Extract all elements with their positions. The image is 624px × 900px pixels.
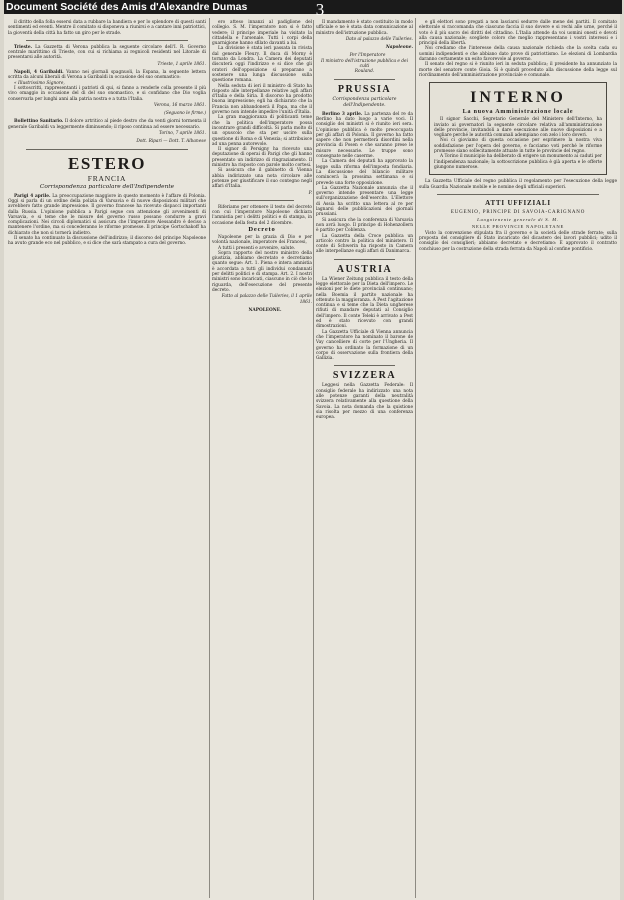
paragraph: Nella seduta di ieri il ministro di Stato ha risposto alle interpellanze relative agli affari d'Italia e della Siria. Il discorso ha prodotto buona impressione; egli ha dichiarato che la Francia non abbandonerà il Papa, ma che il governo non intende impedire l'unità d'Italia. bbox=[212, 83, 312, 116]
paragraph: La Gazzetta della Croce pubblica un articolo contro la politica del ministero. Il conte di Schwerin ha risposto in Camera alle interpellanze sugli affari di Danimarca. bbox=[316, 233, 413, 255]
paragraph: Riferiamo per ottenere il testo del decreto con cui l'imperatore Napoleone dichiara l'amnistia per i delitti politici e di stampa, in occasione della festa del 2 dicembre. bbox=[212, 204, 312, 226]
paragraph: Leggesi nella Gazzetta Federale: Il consiglio federale ha indirizzato una nota alle potenze garanti della neutralità svizzera relativamente alla questione della Savoia. La nota domanda che la quistione sia risolta per mezzo di una conferenza europea. bbox=[316, 383, 413, 421]
paragraph-text: La partenza del re da Berlino ha dato luogo a varie voci. Il consiglio dei ministri si è riunito ieri sera. L'opinione pubblica è molto preoccupata per gli affari di Polonia. Il governo ha fatto sapere che non permetterà disordini nella provincia di Posen e che saranno prese le misure necessarie. Le truppe sono consegnate nelle caserme. bbox=[316, 111, 413, 160]
paragraph: Visto la convenzione stipulata fra il governo e la società delle strade ferrate; sulla proposta del consigliere di Stato incaricato del dicastero dei lavori pubblici; udito il consiglio dei consiglieri; abbiamo decretato e decretiamo: È approvato il contratto conchiuso per la costruzione della strada ferrata da Napoli al confine pontificio. bbox=[419, 230, 617, 252]
paragraph: Il senato del regno si è riunito ieri in seduta pubblica; il presidente ha annunziato la morte del senatore conte Gioia. Si è quindi proceduto alla discussione della legge sul riordinamento dell'amministrazione provinciale e comunale. bbox=[419, 62, 617, 78]
paragraph: e gli elettori sono pregati a non lasciarsi sedurre dalle mene dei partiti. Il comitato elettorale si raccomanda che ciascuno faccia il suo dovere e si rechi alle urne, perché il voto è il più sacro dei diritti del cittadino. L'Italia attende da voi uomini onesti e devoti alla causa nazionale; scegliete coloro che meglio rappresentano i vostri interessi e i principii della libertà. bbox=[419, 20, 617, 47]
paragraph: La divisione è stata ieri passata in rivista dal generale Fleury. Il duca di Morny è tornato da Londra. La Camera dei deputati discuterà oggi l'indirizzo e si dice che gli oratori dell'opposizione si preparano a sostenere una lunga discussione sulla questione romana. bbox=[212, 46, 312, 84]
section-subheading: La nuova Amministrazione locale bbox=[462, 109, 574, 116]
site-title: Document Société des Amis d'Alexandre Dumas bbox=[6, 1, 248, 13]
column-divider bbox=[209, 18, 210, 898]
section-heading-svizzera: SVIZZERA bbox=[332, 370, 397, 382]
divider bbox=[26, 149, 188, 150]
paragraph: La Wiener Zeitung pubblica il testo della legge elettorale per la Dieta dell'impero. Le elezioni per le diete provinciali continuano; nella Boemia il partito nazionale ha ottenuto la maggioranza. A Pest l'agitazione continua e si teme che la Dieta ungherese rifiuti di mandare deputati al Consiglio dell'impero. Il conte Teleki è arrivato a Pest ed è stato ricevuto con grandi dimostrazioni. bbox=[316, 276, 413, 330]
paragraph: I sottoscritti, rappresentanti i patrioti di qui, si fanno a renderle colla presente il più vivo omaggio in occasione del di del suo onomastico, e si confidano che Dio voglia conservarla per lunghi anni alla patria nostra e a tutta l'Italia. bbox=[8, 85, 206, 102]
section-heading-atti: ATTI UFFIZIALI bbox=[485, 198, 551, 207]
paragraph: Napoleone per la grazia di Dio e per volontà nazionale, imperatore dei Francesi, bbox=[212, 234, 312, 246]
signature: Napoleone. bbox=[385, 45, 413, 51]
paragraph bbox=[8, 45, 206, 61]
paragraph: Sopra rapporto del nostro ministro della giustizia, abbiamo decretato e decretiamo quanto segue: Art. 1. Piena e intera amnistia è accordata a tutti gli individui condannati per delitti politici e di stampa. Art. 2. I nostri ministri sono incaricati, ciascuno in ciò che lo riguarda, dell'esecuzione del presente decreto. bbox=[212, 250, 312, 293]
decree-issuer: EUGENIO, PRINCIPE DI SAVOIA-CARIGNANO bbox=[450, 209, 586, 215]
decree-issuer-region: NELLE PROVINCIE NAPOLETANE bbox=[471, 223, 565, 229]
dateline: Verona, 16 marzo 1861. bbox=[154, 102, 206, 108]
countersignature: Per l'Imperatore Il ministro dell'istruzione pubblica e dei culti Rouland. bbox=[321, 53, 408, 75]
correspondence-heading: Corrispondenza particolare dell'Indipendente bbox=[39, 183, 175, 190]
column-4 bbox=[419, 20, 617, 252]
paragraph: Si assicura che il gabinetto di Vienna abbia indirizzato una nota circolare alle potenze per giustificare il suo contegno negli affari d'Italia. bbox=[212, 168, 312, 190]
signature-note: (Seguono le firme.) bbox=[164, 111, 206, 117]
decree-heading: Decreto bbox=[248, 225, 276, 233]
doctors-signature: Dott. Ripari — Dott. T. Albanese bbox=[136, 139, 206, 145]
dateline: Fatto al palazzo delle Tuileries, il 1 aprile 1861. bbox=[221, 294, 312, 305]
dateline: Torino, 7 aprile 1861. bbox=[158, 131, 206, 137]
paragraph bbox=[316, 112, 413, 160]
column-2 bbox=[212, 20, 312, 313]
section-heading-estero: ESTERO bbox=[68, 153, 146, 173]
paragraph: ero atteso innanzi al padiglione del collegio. S. M. l'imperatore non si è fatto vedere; il principe imperiale ha visitato la cittadella e l'arsenale. Tutti i corpi della guarnigione hanno sfilato davanti a lui. bbox=[212, 20, 312, 47]
column-3 bbox=[316, 20, 413, 421]
page-number: 3 bbox=[315, 0, 325, 19]
divider bbox=[334, 79, 395, 80]
paragraph: Il signor di Persigny ha ricevuto una deputazione di operai di Parigi che gli hanno presentato un indirizzo di ringraziamento. Il ministro ha risposto con parole molto cortesi. bbox=[212, 147, 312, 169]
divider bbox=[230, 200, 294, 201]
section-heading-francia: FRANCIA bbox=[87, 173, 127, 183]
decree-signature: NAPOLEONE. bbox=[248, 307, 282, 313]
decree-issuer-title: Luogotenente generale di S. M. bbox=[477, 216, 559, 222]
paragraph: La Gazzetta Ufficiale di Vienna annuncia che l'imperatore ha nominato il barone de Vay cancelliere di corte per l'Ungheria. Il governo ha ordinato la formazione di un corpo di osservazione sulla frontiera della Gallizia. bbox=[316, 329, 413, 362]
divider bbox=[334, 365, 395, 366]
paragraph: Il signor Sacchi, Segretario Generale del Ministero dell'Interno, ha inviato ai governatori la seguente circolare relativa all'amministrazione delle provincie, invitandoli a dare esecuzione alle nuove disposizioni e a vegliare perché le autorità comunali adempiano con zelo i loro doveri. bbox=[434, 117, 602, 139]
divider bbox=[334, 259, 395, 260]
signature: P. bbox=[308, 190, 312, 196]
paragraph: La gran maggioranza di politicanti teme che la politica dell'imperatore possa incontrare grandi difficoltà. Si parla molto di un opuscolo che sta per uscire sulla questione di Roma e di Venezia; si attribuisce ad una penna autorevole. bbox=[212, 115, 312, 147]
paragraph bbox=[8, 194, 206, 236]
paragraph: Noi crediamo che l'interesse della causa nazionale richieda che la scelta cada su uomini indipendenti e che abbiano dato prove di patriottismo. Le elezioni di Lombardia daranno certamente un esito favorevole al governo. bbox=[419, 46, 617, 63]
paragraph bbox=[8, 119, 206, 130]
column-1 bbox=[8, 20, 206, 247]
paragraph: Il mandamento è stato costituito in modo ufficiale e ne è stata data comunicazione al ministro dell'istruzione pubblica. bbox=[316, 20, 413, 36]
correspondence-heading: Corrispondenza particolare dell'Indipendente. bbox=[332, 96, 397, 108]
divider bbox=[26, 40, 188, 41]
paragraph: La Gazzetta Nazionale annunzia che il governo intende presentare una legge sull'organizzazione dell'esercito. L'Elettore di Assia ha scritto una lettera al re per lagnarsi delle pubblicazioni dei giornali prussiani. bbox=[316, 185, 413, 218]
paragraph: A Torino il municipio ha deliberato di erigere un monumento ai caduti per l'indipendenza nazionale; la sottoscrizione pubblica è già aperta e le offerte giungono numerose. bbox=[434, 154, 602, 170]
paragraph-title: Napoli, 4 Garibaldi. bbox=[14, 70, 64, 76]
column-divider bbox=[313, 20, 314, 900]
paragraph: La Gazzetta Ufficiale del regno pubblica il regolamento per l'esecuzione della legge sulla Guardia Nazionale mobile e le nomine degli ufficiali superiori. bbox=[419, 179, 617, 190]
paragraph bbox=[8, 70, 206, 81]
paragraph-title: Berlino 3 aprile. bbox=[322, 111, 363, 117]
paragraph: A tutti i presenti e avvenire, salute. bbox=[218, 245, 296, 251]
paragraph: Noi ci gioviamo di questa occasione per esprimere la nostra viva soddisfazione per l'opera del governo, e facciamo voti perché le riforme promesse siano sollecitamente attuate in tutte le provincie del regno. bbox=[434, 138, 602, 155]
section-heading-austria: AUSTRIA bbox=[336, 263, 393, 275]
divider bbox=[437, 194, 599, 195]
paragraph: il diritto della folla essersi data a rubbare la bandiera e per lo splendore di questi santi sentimenti ed eventi. Mentre il comitato si disponeva a riunirsi e a cantare inni patriottici, la gioventù della città ha fatto un giro per le strade. bbox=[8, 20, 206, 36]
paragraph-title: Trieste. bbox=[14, 44, 33, 50]
dateline: Trieste, 1 aprile 1861. bbox=[157, 61, 206, 67]
paragraph-title: Parigi 4 aprile. bbox=[14, 193, 51, 199]
section-heading-prussia: PRUSSIA bbox=[337, 83, 392, 95]
paragraph-text: Il dolore artritico al piede destro che da venti giorni tormenta il generale Garibaldi va leggermente diminuendo; il riposo continua ad essere necessario. bbox=[8, 119, 206, 130]
paragraph-title: Bollettino Sanitario. bbox=[14, 119, 64, 125]
paragraph-text: La preoccupazione maggiore in questo momento è l'affare di Polonia. Oggi si parla di un ordine della polizia di Varsavia e di nuove disposizioni militari che avrebbero fatto grande impressione. Il governo francese ha ricevuto dispacci importanti dalla Russia. L'opinione pubblica a Parigi segue con attenzione gli avvenimenti di Varsavia, e si teme che le misure del governo russo possano condurre a gravi complicazioni. Nei circoli diplomatici si assicura che l'imperatore Alessandro è deciso a mantenere l'ordine, ma si concederanno le riforme promesse. Il principe Gortschakoff ha dichiarato che non si tornerà indietro. bbox=[8, 193, 206, 236]
letter-salutation: « Illustrissimo Signore, bbox=[14, 80, 65, 86]
paragraph-text: Vanno nei giornali spagnuoli, la Espana, la seguente lettera scritta da alcuni liberali di Verona a Garibaldi in occasione del suo onomastico: bbox=[8, 70, 206, 81]
paragraph: Si assicura che la conferenza di Varsavia non avrà luogo. Il principe di Hohenzollern è partito per Coblenza. bbox=[316, 217, 413, 234]
column-divider bbox=[415, 18, 416, 898]
paragraph: Il senato ha continuato la discussione dell'indirizzo; il discorso del principe Napoleone ha avuto grande eco nel pubblico, e si dice che sarà stampato a cura del governo. bbox=[8, 236, 206, 247]
section-heading-interno: INTERNO bbox=[470, 89, 566, 107]
newspaper-page bbox=[4, 0, 620, 900]
paragraph: La Camera dei deputati ha approvato la legge sulla riforma dell'imposta fondiaria. La discussione del bilancio militare comincerà la prossima settimana e si prevede una forte opposizione. bbox=[316, 159, 413, 186]
paragraph-text: La Gazzetta di Verona pubblica la seguente circolare dell'I. R. Governo centrale marittimo di Trieste, con cui si richiama ai regnicoli residenti nel Litorale di presentarsi alle autorità. bbox=[8, 44, 206, 61]
interno-box bbox=[429, 82, 607, 175]
dateline: Dato al palazzo delle Tuileries. bbox=[345, 36, 413, 42]
